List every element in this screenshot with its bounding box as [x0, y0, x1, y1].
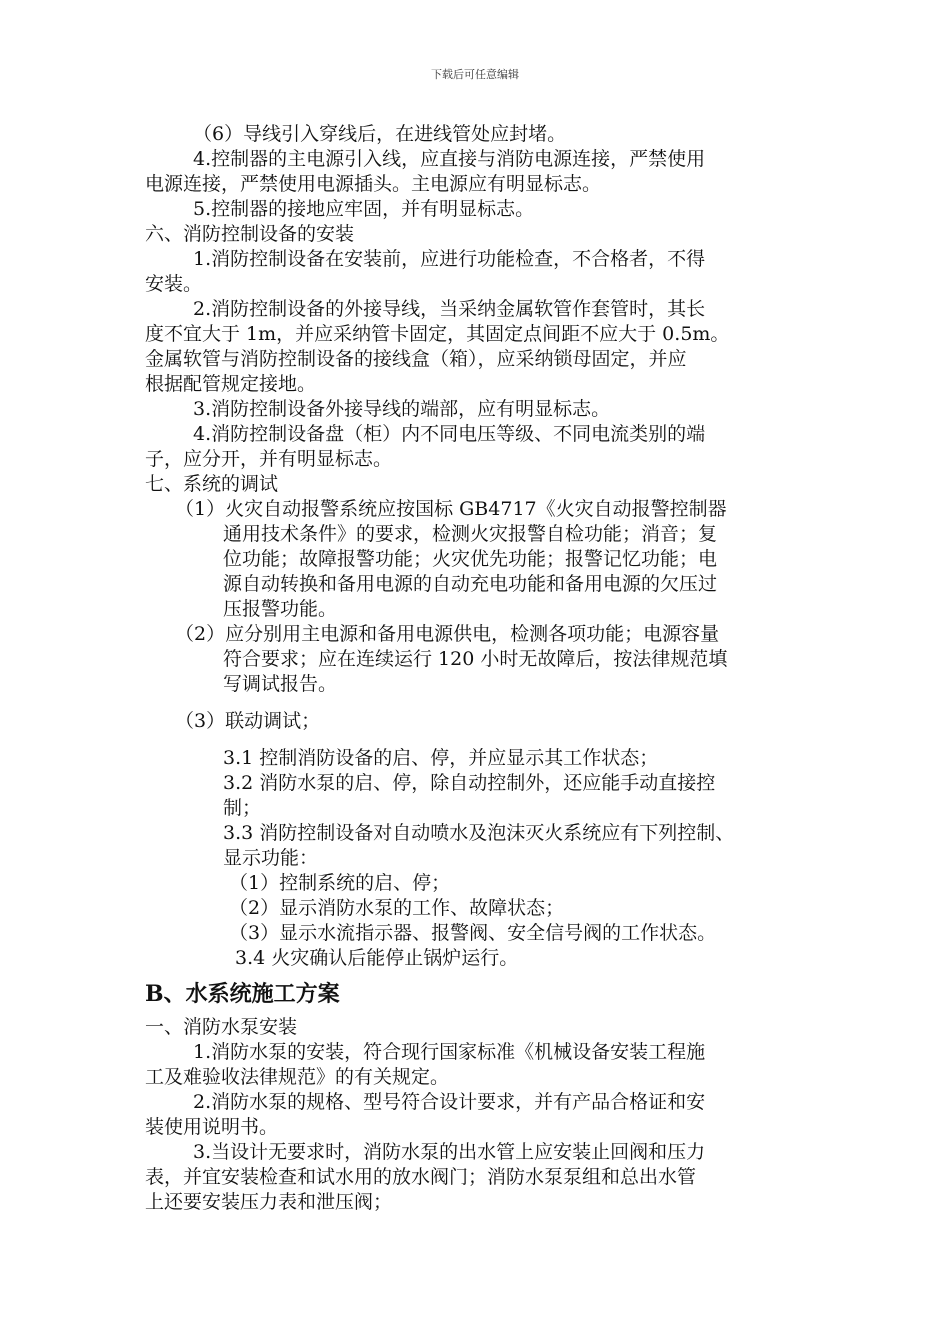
- text-line: 3.1 控制消防设备的启、停，并应显示其工作状态；: [223, 747, 659, 769]
- text-line: 4.控制器的主电源引入线，应直接与消防电源连接，严禁使用: [193, 148, 706, 170]
- text-line: 工及难验收法律规范》的有关规定。: [145, 1066, 450, 1088]
- text-line: 装使用说明书。: [145, 1116, 279, 1138]
- page-header: 下载后可任意编辑: [431, 68, 519, 81]
- text-line: 3.2 消防水泵的启、停，除自动控制外，还应能手动直接控: [223, 772, 716, 794]
- text-line: 子，应分开，并有明显标志。: [145, 448, 393, 470]
- text-line: 制；: [223, 797, 262, 819]
- text-line: 1.消防水泵的安装，符合现行国家标准《机械设备安装工程施: [193, 1041, 706, 1063]
- text-line: （6）导线引入穿线后，在进线管处应封堵。: [193, 123, 567, 145]
- text-line: 位功能；故障报警功能；火灾优先功能；报警记忆功能；电: [223, 548, 718, 570]
- section-title: 七、系统的调试: [145, 473, 279, 495]
- text-line: 2.消防控制设备的外接导线，当采纳金属软管作套管时，其长: [193, 298, 706, 320]
- text-line: 金属软管与消防控制设备的接线盒（箱），应采纳锁母固定，并应: [145, 348, 687, 370]
- text-line: 1.消防控制设备在安装前，应进行功能检查，不合格者，不得: [193, 248, 706, 270]
- text-line: （2）应分别用主电源和备用电源供电，检测各项功能；电源容量: [175, 623, 720, 645]
- text-line: 上还要安装压力表和泄压阀；: [145, 1191, 393, 1213]
- text-line: 表，并宜安装检查和试水用的放水阀门；消防水泵泵组和总出水管: [145, 1166, 697, 1188]
- text-line: 5.控制器的接地应牢固，并有明显标志。: [193, 198, 535, 220]
- text-line: 2.消防水泵的规格、型号符合设计要求，并有产品合格证和安: [193, 1091, 706, 1113]
- text-line: 根据配管规定接地。: [145, 373, 317, 395]
- text-line: 4.消防控制设备盘（柜）内不同电压等级、不同电流类别的端: [193, 423, 706, 445]
- text-line: 显示功能：: [223, 847, 319, 869]
- section-title: 一、消防水泵安装: [145, 1016, 298, 1038]
- text-line: 符合要求；应在连续运行 120 小时无故障后，按法律规范填: [223, 648, 728, 670]
- text-line: 3.3 消防控制设备对自动喷水及泡沫灭火系统应有下列控制、: [223, 822, 735, 844]
- text-line: 写调试报告。: [223, 673, 338, 695]
- text-line: 度不宜大于 1m，并应采纳管卡固定，其固定点间距不应大于 0.5m。: [145, 323, 730, 345]
- text-line: 电源连接，严禁使用电源插头。主电源应有明显标志。: [145, 173, 602, 195]
- text-line: 3.4 火灾确认后能停止锅炉运行。: [235, 947, 519, 969]
- text-line: （2）显示消防水泵的工作、故障状态；: [229, 897, 565, 919]
- document-body: [145, 122, 825, 1215]
- text-line: （3）联动调试；: [175, 710, 321, 732]
- text-line: （3）显示水流指示器、报警阀、安全信号阀的工作状态。: [229, 922, 717, 944]
- chapter-heading: B、水系统施工方案: [145, 981, 340, 1007]
- text-line: 源自动转换和备用电源的自动充电功能和备用电源的欠压过: [223, 573, 718, 595]
- text-line: 安装。: [145, 273, 203, 295]
- text-line: 通用技术条件》的要求，检测火灾报警自检功能；消音；复: [223, 523, 718, 545]
- text-line: 3.当设计无要求时，消防水泵的出水管上应安装止回阀和压力: [193, 1141, 706, 1163]
- text-line: 3.消防控制设备外接导线的端部，应有明显标志。: [193, 398, 611, 420]
- section-title: 六、消防控制设备的安装: [145, 223, 355, 245]
- text-line: 压报警功能。: [223, 598, 338, 620]
- text-line: （1）火灾自动报警系统应按国标 GB4717《火灾自动报警控制器: [175, 498, 727, 520]
- text-line: （1）控制系统的启、停；: [229, 872, 451, 894]
